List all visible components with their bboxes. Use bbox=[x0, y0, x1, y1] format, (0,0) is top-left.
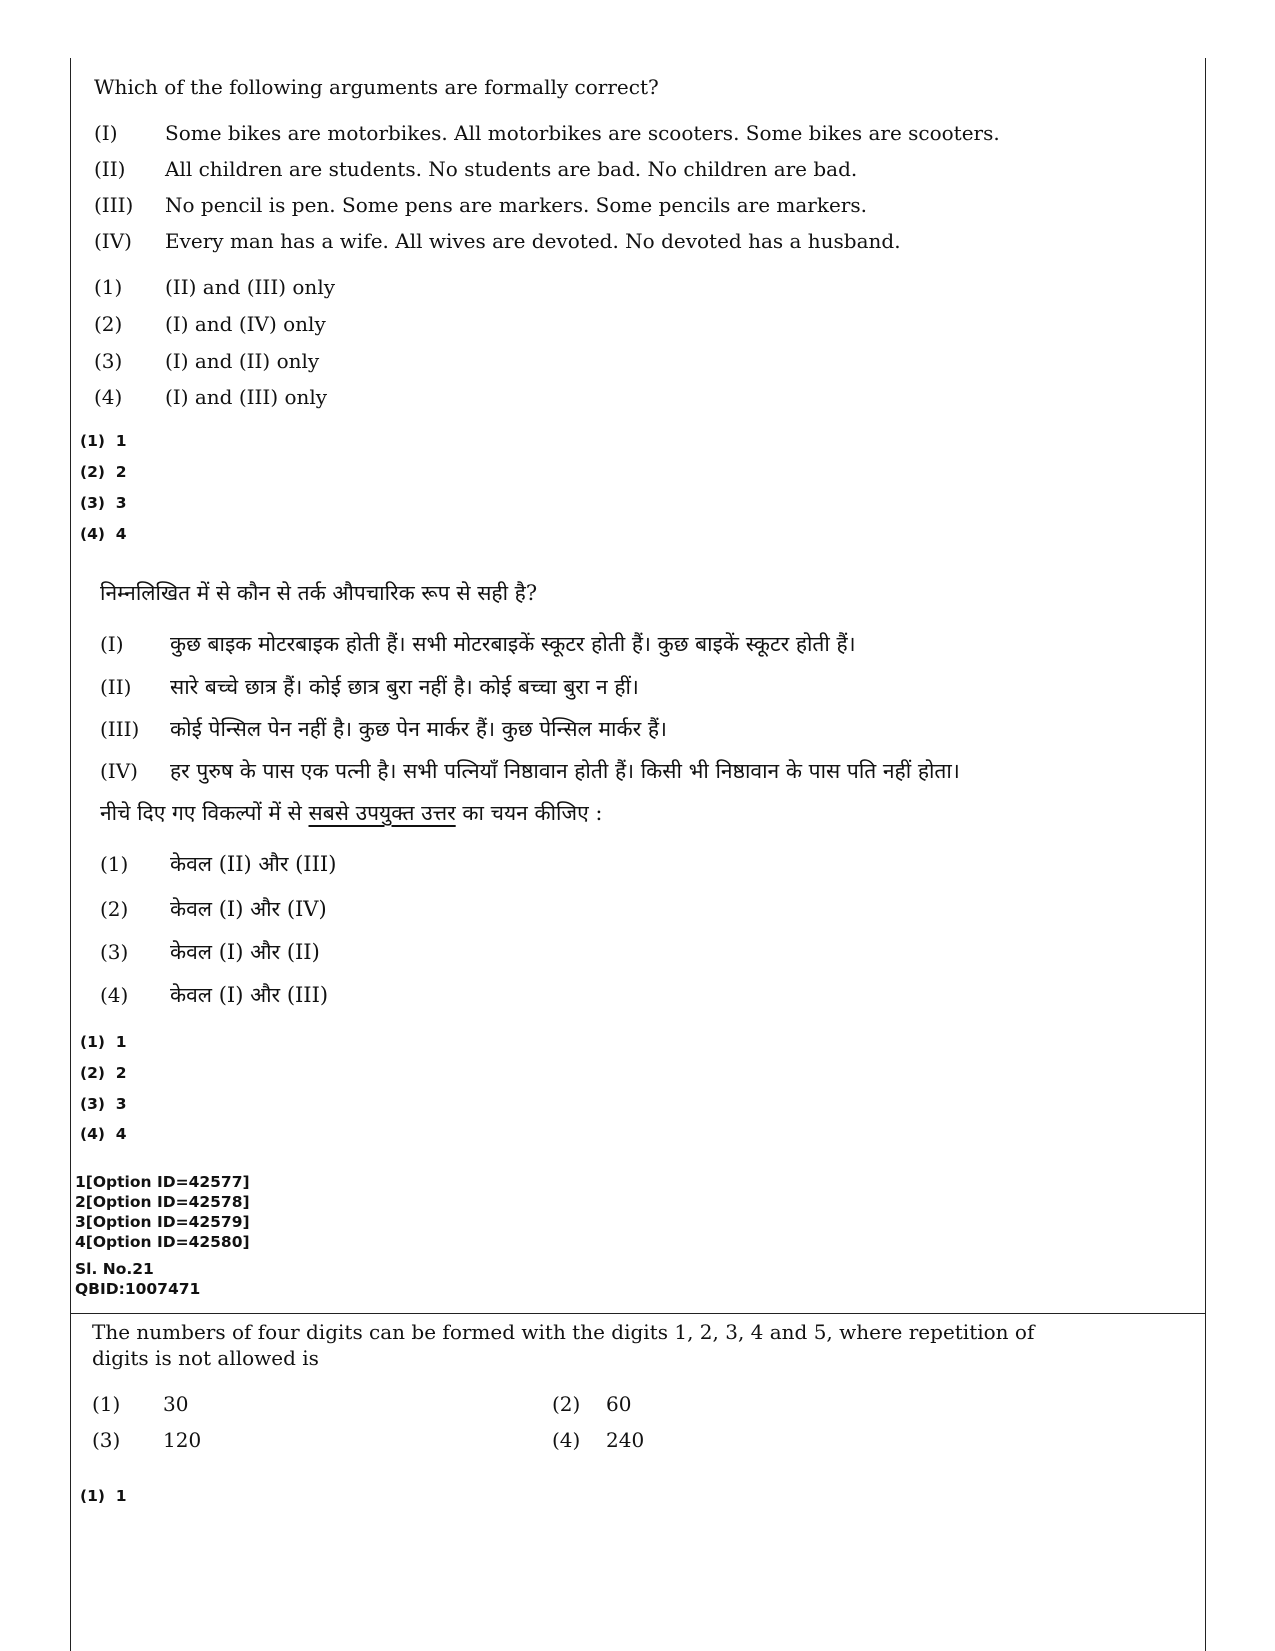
question-text-line2: digits is not allowed is bbox=[92, 1346, 319, 1370]
option-num: (2) bbox=[100, 897, 129, 921]
option-text: (I) and (III) only bbox=[165, 385, 328, 409]
option-num: (1) bbox=[94, 275, 123, 299]
answer-choice-num: (1) bbox=[80, 432, 105, 450]
answer-choice-num: (2) bbox=[80, 463, 105, 481]
option-text: केवल (I) और (II) bbox=[170, 940, 320, 964]
answer-choice-val: 3 bbox=[115, 494, 127, 512]
option-text: (I) and (IV) only bbox=[165, 312, 326, 336]
option-num: (3) bbox=[92, 1428, 121, 1452]
option-id: 2[Option ID=42578] bbox=[75, 1193, 250, 1211]
option-num: (1) bbox=[100, 852, 129, 876]
answer-choice[interactable] bbox=[80, 525, 127, 543]
question-text-hi: निम्नलिखित में से कौन से तर्क औपचारिक रूप से सही है? bbox=[100, 581, 538, 605]
option-num: (3) bbox=[100, 940, 129, 964]
answer-choice[interactable] bbox=[80, 463, 127, 481]
option-id: 1[Option ID=42577] bbox=[75, 1173, 250, 1191]
answer-choice[interactable] bbox=[80, 494, 127, 512]
answer-choice[interactable] bbox=[80, 1064, 127, 1082]
answer-choice[interactable] bbox=[80, 1033, 127, 1051]
statement-text: कुछ बाइक मोटरबाइक होती हैं। सभी मोटरबाइकें स्कूटर होती हैं। कुछ बाइकें स्कूटर होती हैं। bbox=[170, 632, 856, 656]
option-text: 30 bbox=[163, 1392, 189, 1416]
question-text-en: Which of the following arguments are formally correct? bbox=[94, 75, 659, 99]
answer-choice-val: 1 bbox=[115, 1487, 127, 1505]
option-id: 3[Option ID=42579] bbox=[75, 1213, 250, 1231]
option-text: केवल (I) और (III) bbox=[170, 983, 329, 1007]
option-num: (1) bbox=[92, 1392, 121, 1416]
option-num: (2) bbox=[94, 312, 123, 336]
answer-choice[interactable] bbox=[80, 1095, 127, 1113]
option-id-list bbox=[75, 1172, 250, 1252]
answer-choice-val: 4 bbox=[115, 525, 127, 543]
statement-num: (IV) bbox=[100, 759, 138, 783]
answer-choice-num: (2) bbox=[80, 1064, 105, 1082]
answer-choice-num: (1) bbox=[80, 1487, 105, 1505]
option-num: (4) bbox=[552, 1428, 581, 1452]
option-text: 120 bbox=[163, 1428, 202, 1452]
statement-num: (III) bbox=[100, 717, 140, 741]
question-meta bbox=[75, 1259, 200, 1299]
question-text-line1: The numbers of four digits can be formed with the digits 1, 2, 3, 4 and 5, where repetition of bbox=[92, 1320, 1035, 1344]
option-num: (3) bbox=[94, 349, 123, 373]
statement-text: हर पुरुष के पास एक पत्नी है। सभी पत्नियाँ निष्ठावान होती हैं। किसी भी निष्ठावान के पास पति नहीं होता। bbox=[170, 759, 960, 783]
answer-choice-num: (4) bbox=[80, 525, 105, 543]
answer-choice-num: (1) bbox=[80, 1033, 105, 1051]
instruction-part: का चयन कीजिए : bbox=[462, 801, 603, 825]
option-text: (II) and (III) only bbox=[165, 275, 336, 299]
statement-text: Some bikes are motorbikes. All motorbikes are scooters. Some bikes are scooters. bbox=[165, 121, 1000, 145]
question-divider bbox=[70, 1313, 1206, 1314]
answer-choice[interactable] bbox=[80, 1125, 127, 1143]
instruction-part: नीचे दिए गए विकल्पों में से bbox=[100, 801, 302, 825]
option-text: (I) and (II) only bbox=[165, 349, 320, 373]
statement-num: (III) bbox=[94, 193, 134, 217]
answer-choice-num: (4) bbox=[80, 1125, 105, 1143]
answer-choice-val: 2 bbox=[115, 463, 127, 481]
answer-choice-val: 3 bbox=[115, 1095, 127, 1113]
answer-choice-num: (3) bbox=[80, 494, 105, 512]
statement-num: (I) bbox=[94, 121, 118, 145]
answer-choice-val: 1 bbox=[115, 1033, 127, 1051]
option-text: 240 bbox=[606, 1428, 645, 1452]
statement-num: (II) bbox=[100, 675, 132, 699]
option-text: केवल (I) और (IV) bbox=[170, 897, 327, 921]
instruction-hi bbox=[100, 799, 602, 827]
statement-num: (II) bbox=[94, 157, 126, 181]
statement-text: No pencil is pen. Some pens are markers. Some pencils are markers. bbox=[165, 193, 867, 217]
serial-number: Sl. No.21 bbox=[75, 1260, 154, 1278]
option-text: 60 bbox=[606, 1392, 632, 1416]
statement-text: कोई पेन्सिल पेन नहीं है। कुछ पेन मार्कर हैं। कुछ पेन्सिल मार्कर हैं। bbox=[170, 717, 667, 741]
option-text: केवल (II) और (III) bbox=[170, 852, 337, 876]
answer-choice[interactable] bbox=[80, 432, 127, 450]
statement-text: All children are students. No students are bad. No children are bad. bbox=[165, 157, 858, 181]
answer-choice-val: 4 bbox=[115, 1125, 127, 1143]
option-num: (4) bbox=[100, 983, 129, 1007]
statement-num: (I) bbox=[100, 632, 124, 656]
statement-text: सारे बच्चे छात्र हैं। कोई छात्र बुरा नहीं है। कोई बच्चा बुरा न हीं। bbox=[170, 675, 639, 699]
answer-choice-val: 1 bbox=[115, 432, 127, 450]
option-num: (2) bbox=[552, 1392, 581, 1416]
option-num: (4) bbox=[94, 385, 123, 409]
question-bank-id: QBID:1007471 bbox=[75, 1280, 201, 1298]
answer-choice-val: 2 bbox=[115, 1064, 127, 1082]
statement-text: Every man has a wife. All wives are devoted. No devoted has a husband. bbox=[165, 229, 901, 253]
answer-choice[interactable] bbox=[80, 1487, 127, 1505]
option-id: 4[Option ID=42580] bbox=[75, 1233, 250, 1251]
statement-num: (IV) bbox=[94, 229, 132, 253]
answer-choice-num: (3) bbox=[80, 1095, 105, 1113]
instruction-emphasis: सबसे उपयुक्त उत्तर bbox=[308, 801, 456, 825]
